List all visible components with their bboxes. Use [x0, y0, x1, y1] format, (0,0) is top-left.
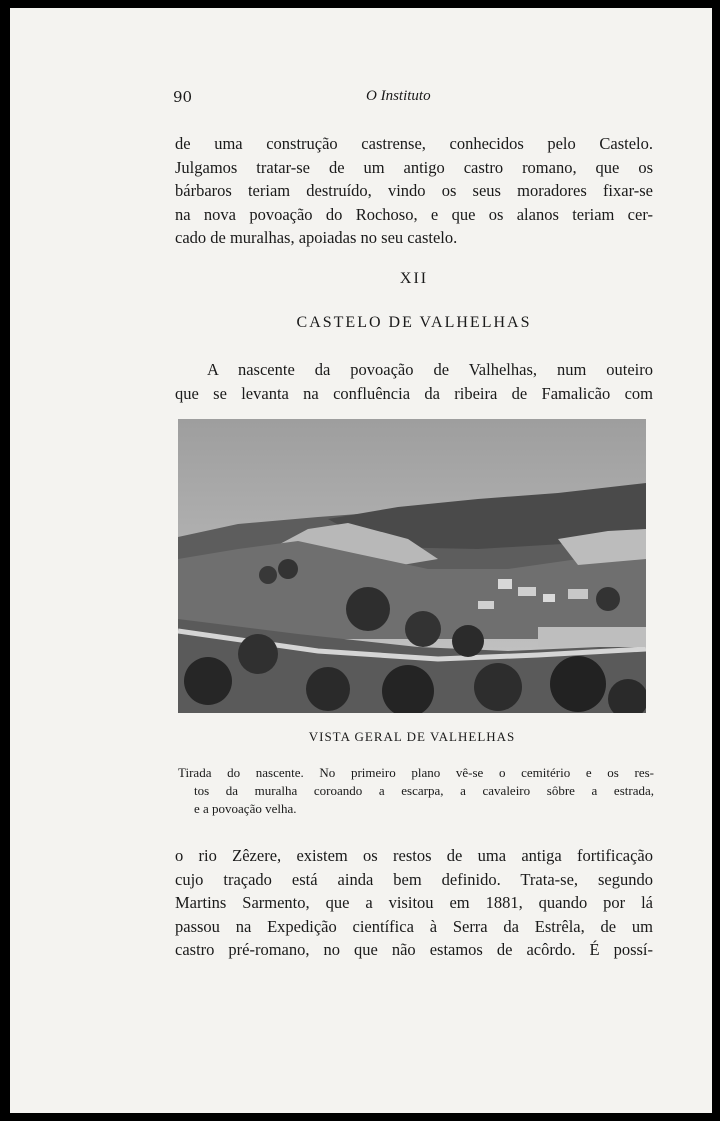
text-line: o rio Zêzere, existem os restos de uma antiga fortificação: [175, 846, 653, 865]
figure-title: VISTA GERAL DE VALHELHAS: [308, 729, 516, 744]
text-line: bárbaros teriam destruído, vindo os seus moradores fixar-se: [175, 181, 653, 200]
text-line: castro pré-romano, no que não estamos de acôrdo. É possí-: [175, 940, 653, 959]
page-number: 90: [173, 88, 193, 106]
text-line: cujo traçado está ainda bem definido. Trata-se, segundo: [175, 869, 653, 889]
paragraph-3: [175, 844, 653, 962]
paragraph-2: [175, 358, 653, 405]
caption-line: tos da muralha coroando a escarpa, a cavaleiro sôbre a estrada,: [194, 783, 654, 798]
text-line: A nascente da povoação de Valhelhas, num outeiro: [207, 360, 653, 379]
chapter-title: CASTELO DE VALHELHAS: [296, 314, 532, 331]
text-line: cado de muralhas, apoiadas no seu castelo.: [175, 228, 458, 247]
caption-line: Tirada do nascente. No primeiro plano vê-se o cemitério e os res-: [178, 765, 654, 780]
paragraph-1: [175, 132, 653, 250]
text-line: de uma construção castrense, conhecidos pelo Castelo.: [175, 134, 653, 153]
book-page: [10, 8, 712, 1113]
figure-caption: [178, 764, 654, 818]
caption-line: e a povoação velha.: [194, 801, 297, 816]
valhelhas-landscape-image: [178, 419, 646, 713]
text-line: passou na Expedição científica à Serra da Estrêla, de um: [175, 916, 653, 936]
running-title: O Instituto: [366, 88, 431, 104]
landscape-photo: [178, 419, 646, 713]
text-line: na nova povoação do Rochoso, e que os alanos teriam cer-: [175, 204, 653, 224]
text-line: que se levanta na confluência da ribeira de Famalicão com: [175, 383, 653, 403]
text-line: Martins Sarmento, que a visitou em 1881, quando por lá: [175, 893, 653, 912]
text-line: Julgamos tratar-se de um antigo castro romano, que os: [175, 157, 653, 177]
chapter-number: XII: [399, 270, 429, 287]
